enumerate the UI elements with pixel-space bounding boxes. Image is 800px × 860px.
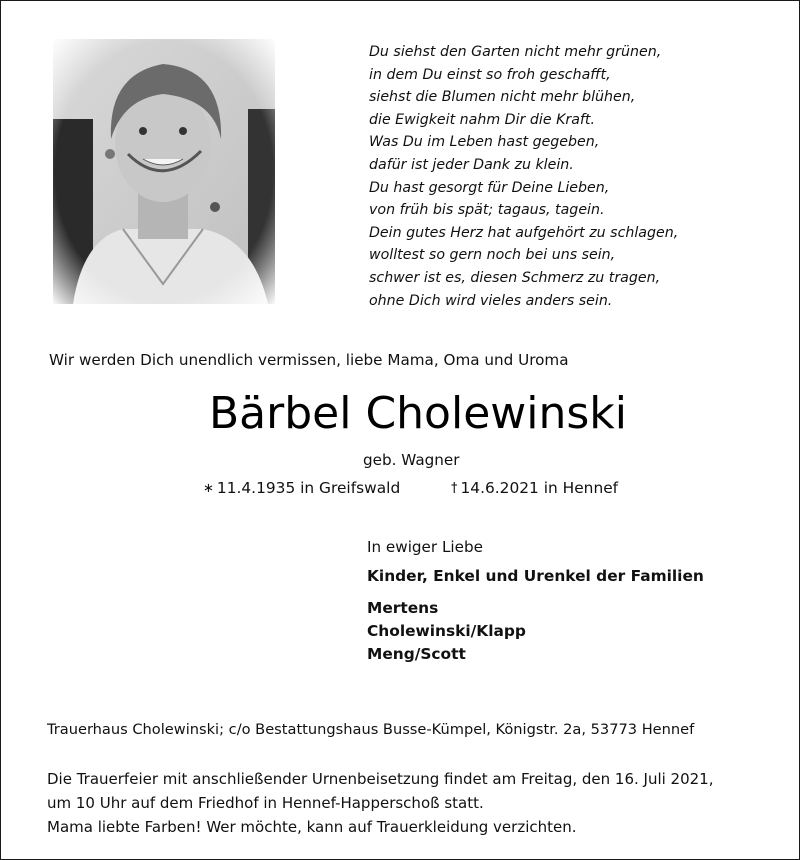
notice-line: um 10 Uhr auf dem Friedhof in Hennef-Happerschoß statt.	[47, 794, 484, 813]
poem-line: wolltest so gern noch bei uns sein,	[369, 247, 616, 264]
mourning-address: Trauerhaus Cholewinski; c/o Bestattungshaus Busse-Kümpel, Königstr. 2a, 53773 Hennef	[47, 721, 695, 738]
mourners-line: Kinder, Enkel und Urenkel der Familien	[367, 567, 704, 585]
poem-line: von früh bis spät; tagaus, tagein.	[369, 202, 605, 219]
maiden-name: geb. Wagner	[363, 451, 460, 469]
poem-line: Du siehst den Garten nicht mehr grünen,	[369, 44, 662, 60]
poem	[369, 41, 769, 312]
poem-line: ohne Dich wird vieles anders sein.	[369, 292, 613, 309]
family-list	[367, 597, 526, 667]
notice-line: Mama liebte Farben! Wer möchte, kann auf Trauerkleidung verzichten.	[47, 818, 577, 837]
birth-text: 11.4.1935 in Greifswald	[216, 479, 401, 497]
funeral-notice	[47, 767, 714, 840]
poem-line: Du hast gesorgt für Deine Lieben,	[369, 179, 610, 196]
death-text: 14.6.2021 in Hennef	[460, 479, 619, 497]
cross-icon: †	[451, 481, 458, 496]
farewell-line: Wir werden Dich unendlich vermissen, liebe Mama, Oma und Uroma	[49, 351, 569, 369]
poem-line: siehst die Blumen nicht mehr blühen,	[369, 89, 636, 106]
birth-symbol-icon: ∗	[203, 481, 214, 496]
birth-date	[203, 479, 400, 497]
portrait-photo	[53, 39, 275, 304]
family-name: Meng/Scott	[367, 645, 466, 664]
poem-line: Was Du im Leben hast gegeben,	[369, 134, 600, 151]
poem-line: Dein gutes Herz hat aufgehört zu schlagen,	[369, 224, 679, 241]
mourners-intro: In ewiger Liebe	[367, 538, 483, 556]
family-name: Mertens	[367, 599, 439, 617]
notice-line: Die Trauerfeier mit anschließender Urnenbeisetzung findet am Freitag, den 16. Juli 2021,	[47, 770, 714, 788]
poem-line: die Ewigkeit nahm Dir die Kraft.	[369, 111, 595, 128]
family-name: Cholewinski/Klapp	[367, 622, 526, 641]
poem-line: in dem Du einst so froh geschafft,	[369, 66, 611, 83]
poem-line: dafür ist jeder Dank zu klein.	[369, 156, 574, 173]
death-date	[451, 479, 618, 497]
deceased-name: Bärbel Cholewinski	[209, 388, 627, 439]
poem-line: schwer ist es, diesen Schmerz zu tragen,	[369, 269, 661, 286]
